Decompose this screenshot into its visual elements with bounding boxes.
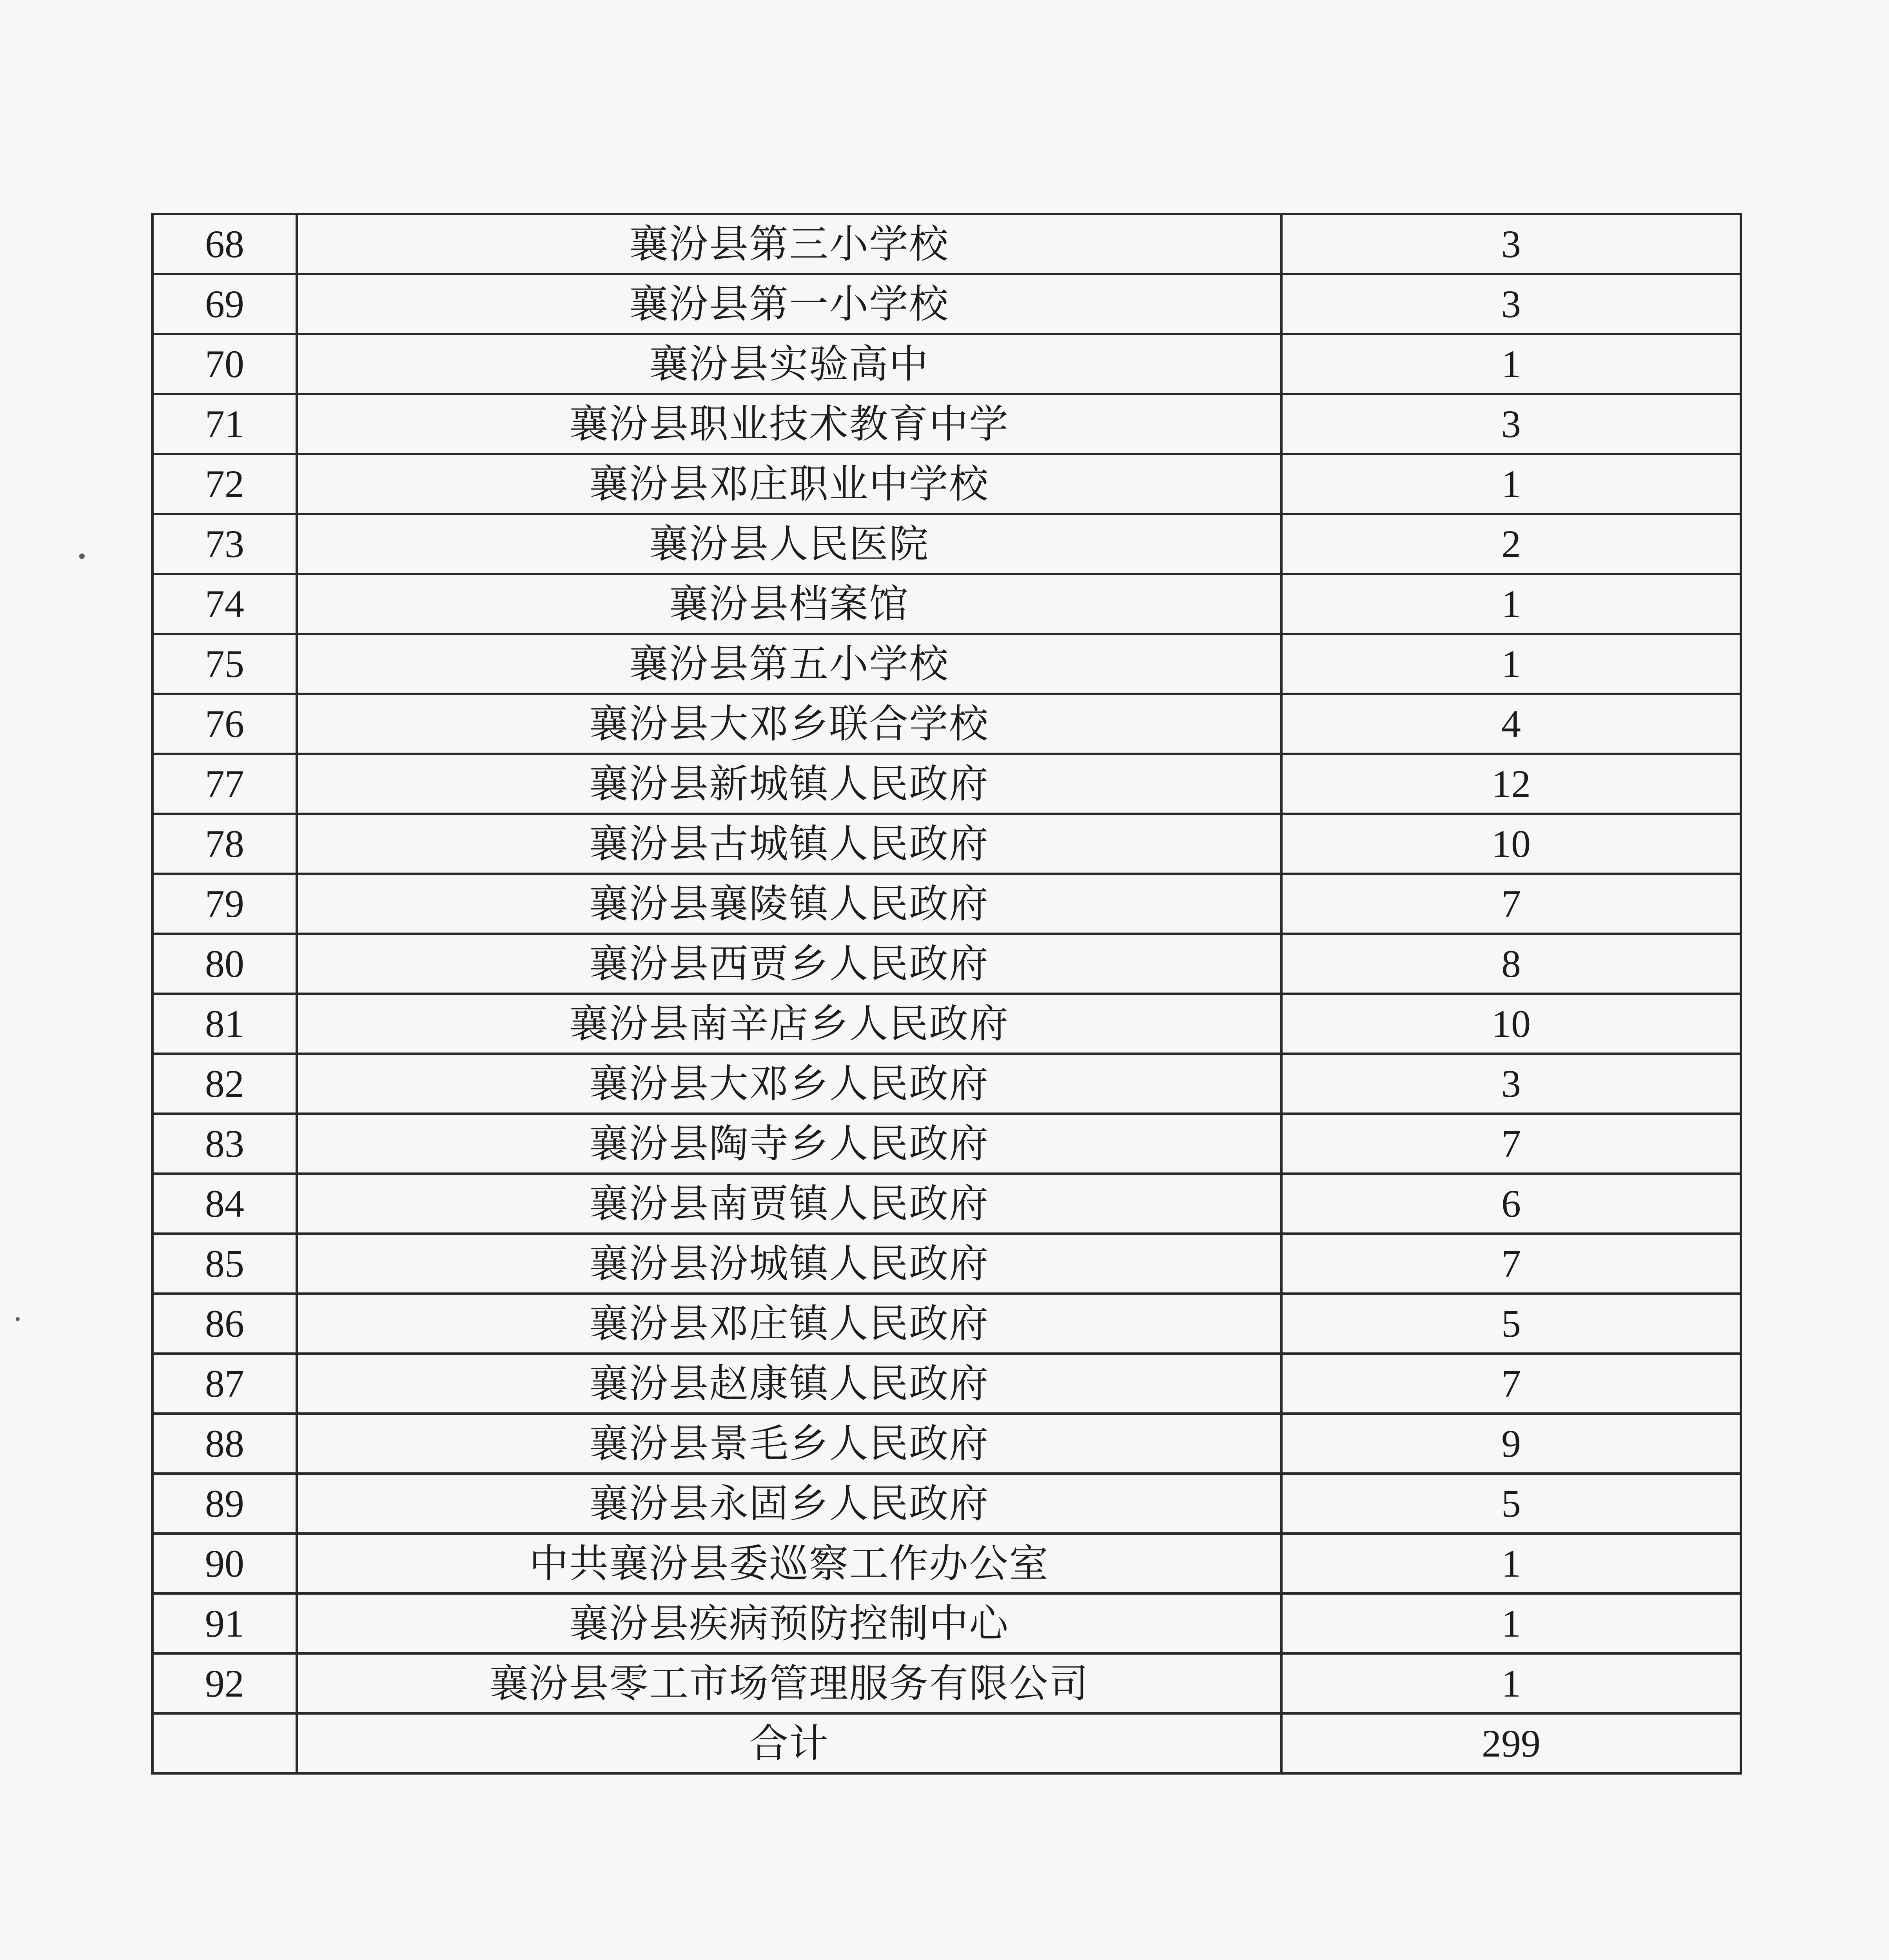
total-count-cell: 299 bbox=[1281, 1713, 1741, 1773]
unit-name-cell: 襄汾县古城镇人民政府 bbox=[297, 814, 1281, 874]
table-row bbox=[152, 1414, 1741, 1474]
row-number-cell: 73 bbox=[152, 514, 297, 574]
table-row bbox=[152, 994, 1741, 1054]
count-cell: 12 bbox=[1281, 754, 1741, 814]
table-row bbox=[152, 634, 1741, 694]
table-row bbox=[152, 1653, 1741, 1713]
staff-quota-table-container bbox=[151, 213, 1740, 1775]
row-number-cell: 80 bbox=[152, 934, 297, 994]
table-row bbox=[152, 574, 1741, 634]
count-cell: 7 bbox=[1281, 1234, 1741, 1294]
table-row bbox=[152, 1234, 1741, 1294]
row-number-cell: 91 bbox=[152, 1593, 297, 1653]
table-row bbox=[152, 1294, 1741, 1354]
table-row bbox=[152, 334, 1741, 394]
row-number-cell: 81 bbox=[152, 994, 297, 1054]
count-cell: 1 bbox=[1281, 334, 1741, 394]
row-number-cell: 75 bbox=[152, 634, 297, 694]
table-row bbox=[152, 1474, 1741, 1534]
count-cell: 1 bbox=[1281, 454, 1741, 514]
row-number-cell: 77 bbox=[152, 754, 297, 814]
unit-name-cell: 襄汾县第一小学校 bbox=[297, 274, 1281, 334]
row-number-cell: 79 bbox=[152, 874, 297, 934]
table-row bbox=[152, 1114, 1741, 1174]
table-row bbox=[152, 454, 1741, 514]
unit-name-cell: 襄汾县新城镇人民政府 bbox=[297, 754, 1281, 814]
row-number-cell: 86 bbox=[152, 1294, 297, 1354]
unit-name-cell: 襄汾县南辛店乡人民政府 bbox=[297, 994, 1281, 1054]
count-cell: 7 bbox=[1281, 1114, 1741, 1174]
unit-name-cell: 襄汾县南贾镇人民政府 bbox=[297, 1174, 1281, 1234]
unit-name-cell: 襄汾县陶寺乡人民政府 bbox=[297, 1114, 1281, 1174]
row-number-cell: 68 bbox=[152, 214, 297, 274]
count-cell: 3 bbox=[1281, 1054, 1741, 1114]
row-number-cell: 69 bbox=[152, 274, 297, 334]
unit-name-cell: 襄汾县档案馆 bbox=[297, 574, 1281, 634]
row-number-cell: 88 bbox=[152, 1414, 297, 1474]
unit-name-cell: 襄汾县零工市场管理服务有限公司 bbox=[297, 1653, 1281, 1713]
row-number-cell: 87 bbox=[152, 1354, 297, 1414]
total-number-cell bbox=[152, 1713, 297, 1773]
table-row bbox=[152, 214, 1741, 274]
unit-name-cell: 襄汾县邓庄镇人民政府 bbox=[297, 1294, 1281, 1354]
count-cell: 1 bbox=[1281, 634, 1741, 694]
unit-name-cell: 襄汾县赵康镇人民政府 bbox=[297, 1354, 1281, 1414]
unit-name-cell: 襄汾县第五小学校 bbox=[297, 634, 1281, 694]
count-cell: 6 bbox=[1281, 1174, 1741, 1234]
row-number-cell: 84 bbox=[152, 1174, 297, 1234]
count-cell: 10 bbox=[1281, 994, 1741, 1054]
count-cell: 8 bbox=[1281, 934, 1741, 994]
row-number-cell: 85 bbox=[152, 1234, 297, 1294]
count-cell: 10 bbox=[1281, 814, 1741, 874]
unit-name-cell: 襄汾县大邓乡联合学校 bbox=[297, 694, 1281, 754]
unit-name-cell: 襄汾县西贾乡人民政府 bbox=[297, 934, 1281, 994]
table-row bbox=[152, 694, 1741, 754]
table-row bbox=[152, 514, 1741, 574]
count-cell: 1 bbox=[1281, 1653, 1741, 1713]
scan-speck bbox=[16, 1317, 20, 1321]
unit-name-cell: 襄汾县汾城镇人民政府 bbox=[297, 1234, 1281, 1294]
table-row bbox=[152, 874, 1741, 934]
row-number-cell: 74 bbox=[152, 574, 297, 634]
unit-name-cell: 襄汾县实验高中 bbox=[297, 334, 1281, 394]
count-cell: 2 bbox=[1281, 514, 1741, 574]
count-cell: 3 bbox=[1281, 274, 1741, 334]
unit-name-cell: 襄汾县大邓乡人民政府 bbox=[297, 1054, 1281, 1114]
count-cell: 1 bbox=[1281, 1593, 1741, 1653]
table-row bbox=[152, 754, 1741, 814]
row-number-cell: 76 bbox=[152, 694, 297, 754]
unit-name-cell: 襄汾县永固乡人民政府 bbox=[297, 1474, 1281, 1534]
table-row bbox=[152, 1534, 1741, 1593]
count-cell: 3 bbox=[1281, 394, 1741, 454]
table-row bbox=[152, 1354, 1741, 1414]
table-row bbox=[152, 1593, 1741, 1653]
count-cell: 3 bbox=[1281, 214, 1741, 274]
unit-name-cell: 襄汾县职业技术教育中学 bbox=[297, 394, 1281, 454]
row-number-cell: 78 bbox=[152, 814, 297, 874]
table-row bbox=[152, 274, 1741, 334]
count-cell: 5 bbox=[1281, 1474, 1741, 1534]
row-number-cell: 90 bbox=[152, 1534, 297, 1593]
count-cell: 1 bbox=[1281, 1534, 1741, 1593]
table-row bbox=[152, 1054, 1741, 1114]
table-row bbox=[152, 934, 1741, 994]
total-row bbox=[152, 1713, 1741, 1773]
table-row bbox=[152, 394, 1741, 454]
row-number-cell: 72 bbox=[152, 454, 297, 514]
count-cell: 4 bbox=[1281, 694, 1741, 754]
row-number-cell: 71 bbox=[152, 394, 297, 454]
count-cell: 7 bbox=[1281, 874, 1741, 934]
row-number-cell: 92 bbox=[152, 1653, 297, 1713]
row-number-cell: 89 bbox=[152, 1474, 297, 1534]
unit-name-cell: 襄汾县第三小学校 bbox=[297, 214, 1281, 274]
row-number-cell: 82 bbox=[152, 1054, 297, 1114]
count-cell: 5 bbox=[1281, 1294, 1741, 1354]
table-body bbox=[152, 214, 1741, 1773]
table-row bbox=[152, 1174, 1741, 1234]
scan-speck bbox=[79, 554, 85, 559]
count-cell: 1 bbox=[1281, 574, 1741, 634]
count-cell: 7 bbox=[1281, 1354, 1741, 1414]
count-cell: 9 bbox=[1281, 1414, 1741, 1474]
unit-name-cell: 襄汾县人民医院 bbox=[297, 514, 1281, 574]
row-number-cell: 83 bbox=[152, 1114, 297, 1174]
staff-quota-table bbox=[151, 213, 1742, 1775]
unit-name-cell: 襄汾县疾病预防控制中心 bbox=[297, 1593, 1281, 1653]
unit-name-cell: 襄汾县邓庄职业中学校 bbox=[297, 454, 1281, 514]
unit-name-cell: 襄汾县襄陵镇人民政府 bbox=[297, 874, 1281, 934]
total-label-cell: 合计 bbox=[297, 1713, 1281, 1773]
unit-name-cell: 中共襄汾县委巡察工作办公室 bbox=[297, 1534, 1281, 1593]
table-row bbox=[152, 814, 1741, 874]
row-number-cell: 70 bbox=[152, 334, 297, 394]
unit-name-cell: 襄汾县景毛乡人民政府 bbox=[297, 1414, 1281, 1474]
